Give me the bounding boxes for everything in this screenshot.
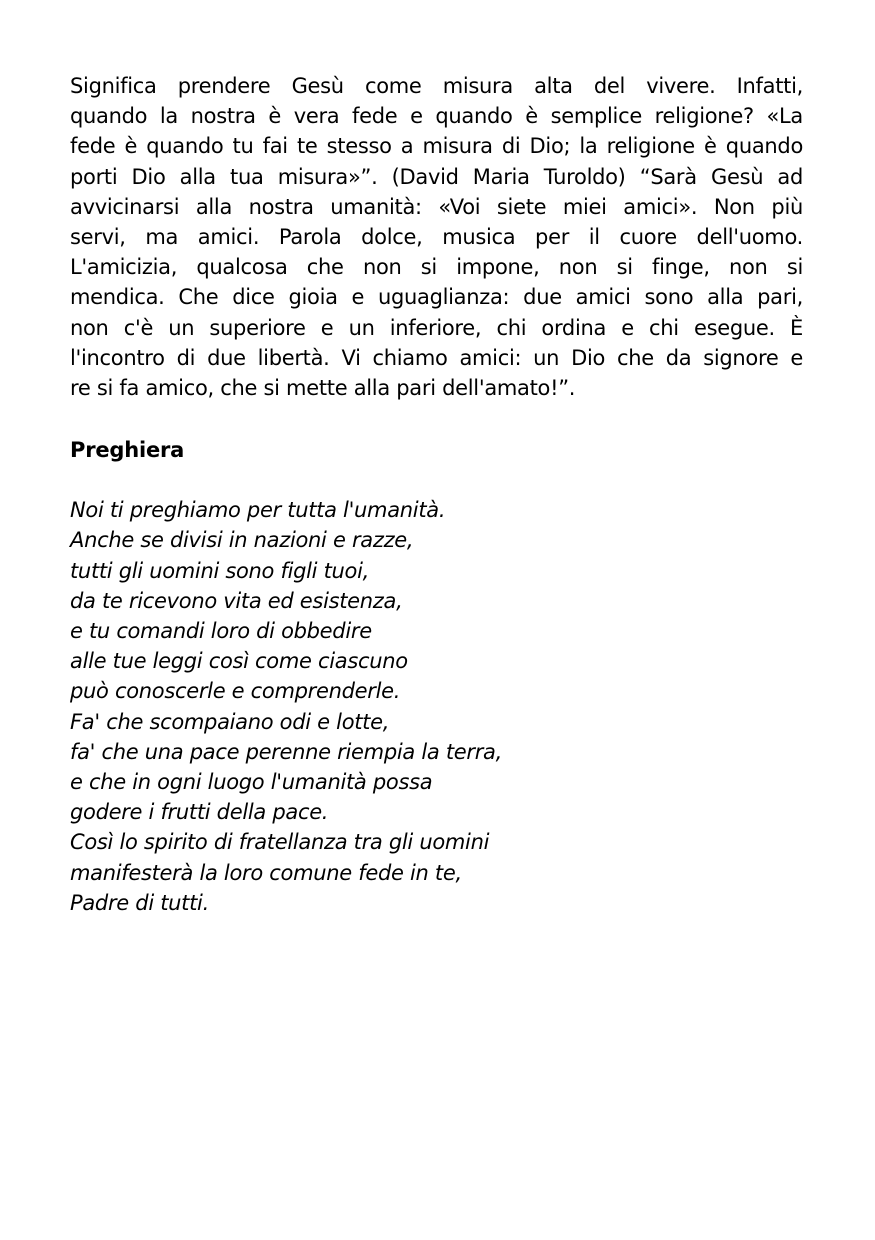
prayer-line: tutti gli uomini sono figli tuoi,	[70, 558, 369, 583]
paragraph-line: servi, ma amici. Parola dolce, musica per il cuore dell'uomo.	[70, 225, 803, 250]
paragraph-line: l'incontro di due libertà. Vi chiamo amici: un Dio che da signore e	[70, 345, 803, 370]
prayer-line: può conoscerle e comprenderle.	[70, 679, 401, 704]
prayer-line: Anche se divisi in nazioni e razze,	[70, 528, 414, 553]
paragraph-line: porti Dio alla tua misura»”. (David Maria Turoldo) “Sarà Gesù ad	[70, 164, 803, 189]
prayer-line: alle tue leggi così come ciascuno	[70, 649, 408, 674]
prayer-line: Fa' che scompaiano odi e lotte,	[70, 709, 390, 734]
paragraph-line: non c'è un superiore e un inferiore, chi ordina e chi esegue. È	[70, 315, 803, 340]
paragraph-line: fede è quando tu fai te stesso a misura di Dio; la religione è quando	[70, 134, 803, 159]
prayer-line: godere i frutti della pace.	[70, 800, 329, 825]
body-paragraph	[70, 71, 803, 403]
paragraph-line: L'amicizia, qualcosa che non si impone, non si finge, non si	[70, 255, 803, 280]
document-page	[70, 71, 803, 918]
paragraph-line: Significa prendere Gesù come misura alta del vivere. Infatti,	[70, 74, 803, 98]
paragraph-line: mendica. Che dice gioia e uguaglianza: due amici sono alla pari,	[70, 285, 803, 310]
prayer-text	[70, 495, 803, 918]
prayer-line: fa' che una pace perenne riempia la terra,	[70, 739, 502, 764]
prayer-line: Così lo spirito di fratellanza tra gli uomini	[70, 830, 490, 855]
prayer-line: da te ricevono vita ed esistenza,	[70, 588, 403, 613]
paragraph-line: re si fa amico, che si mette alla pari dell'amato!”.	[70, 376, 576, 401]
prayer-line: Noi ti preghiamo per tutta l'umanità.	[70, 498, 446, 523]
prayer-line: manifesterà la loro comune fede in te,	[70, 860, 462, 885]
prayer-heading: Preghiera	[70, 438, 185, 463]
prayer-line: e che in ogni luogo l'umanità possa	[70, 770, 433, 795]
prayer-line: e tu comandi loro di obbedire	[70, 619, 372, 644]
paragraph-line: quando la nostra è vera fede e quando è semplice religione? «La	[70, 104, 803, 129]
prayer-line: Padre di tutti.	[70, 890, 209, 915]
paragraph-line: avvicinarsi alla nostra umanità: «Voi siete miei amici». Non più	[70, 194, 803, 219]
